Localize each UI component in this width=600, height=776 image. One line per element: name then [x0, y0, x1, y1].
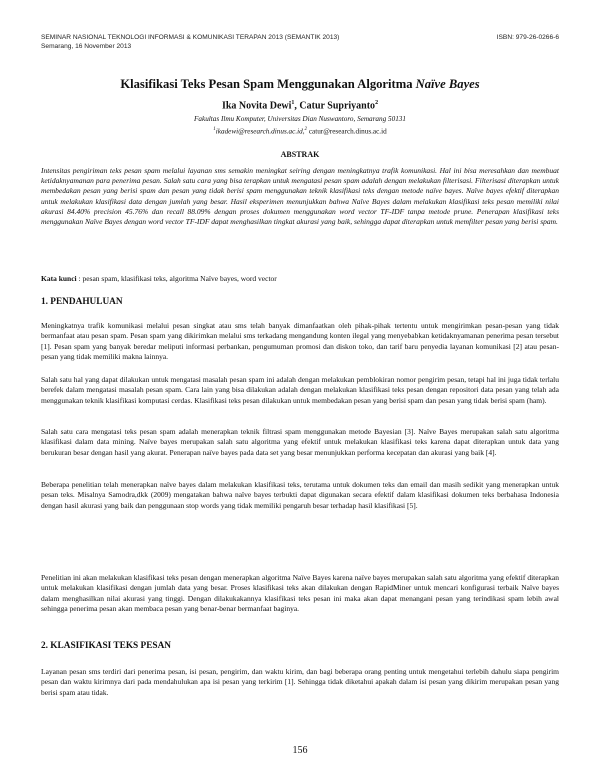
email-line	[0, 125, 600, 137]
section-1-paragraph-5: Penelitian ini akan melakukan klasifikasi teks pesan dengan menerapkan algoritma Naïve Bayes karena naïve bayes merupakan salah satu algoritma yang efektif diterapkan untuk melakukan klasifikasi dengan jumlah data yang besar. Proses klasifikasi teks akan dilakukan dengan RapidMiner untuk mencari konfigurasi terbaik Naïve bayes dalam menghasilkan nilai akurasi yang tinggi. Dengan dilakukakannya klasifikasi teks pesan ini maka akan dapat menangani pesan yang terindikasi spam lebih awal sehingga penerima pesan akan membaca pesan yang benar-benar bermanfaat baginya.	[41, 573, 559, 614]
paper-title	[0, 77, 600, 92]
email-2: catur@research.dinus.ac.id	[307, 126, 387, 135]
section-2-paragraph-1: Layanan pesan sms terdiri dari penerima pesan, isi pesan, pengirim, dan waktu kirim, dan bagi beberapa orang penting untuk mengetahui terlebih dahulu siapa pengirim pesan dan waktu kirimnya dari pada mendahulukan apa isi pesan yang terkirim [1]. Sehingga tidak diketahui apakah dalam isi pesan yang dikirim merupakan pesan yang berisi spam atau tidak.	[41, 667, 559, 697]
affiliation: Fakultas Ilmu Komputer, Universitas Dian Nuswantoro, Semarang 50131	[194, 115, 406, 123]
running-header-place-date: Semarang, 16 November 2013	[41, 43, 132, 50]
keywords	[41, 274, 559, 284]
section-1-paragraph-3: Salah satu cara mengatasi teks pesan spam adalah menerapkan teknik filtrasi spam menggunakan metode Bayesian [3]. Naïve Bayes merupakan salah satu algoritma klasifikasi dalam data mining. Naïve bayes merupakan salah satu algoritma yang efektif untuk melakukan klasifikasi teks karena dapat diterapkan untuk data yang berukuran besar dengan hasil yang akurat. Penerapan naïve bayes pada data set yang besar menunjukkan performa kecepatan dan akurasi yang baik [4].	[41, 427, 559, 457]
section-1-paragraph-1: Meningkatnya trafik komunikasi melalui pesan singkat atau sms telah banyak dimanfaatkan oleh pihak-pihak tertentu untuk mengirimkan pesan-pesan yang tidak bermanfaat atau pesan spam. Pesan spam yang dikirimkan melalui sms terkadang mengandung konten ilegal yang menyebabkan ketidaknyamanan penerima pesan tersebut [1]. Pesan spam yang banyak beredar meliputi informasi perbankan, pengumuman promosi dan diskon toko, dan tarif baru penyedia layanan komunikasi [2] atau pesan-pesan yang tidak memiliki makna lainnya.	[41, 321, 559, 362]
running-header-isbn: ISBN: 979-26-0266-6	[496, 34, 559, 41]
running-header-conference: SEMINAR NASIONAL TEKNOLOGI INFORMASI & KOMUNIKASI TERAPAN 2013 (SEMANTIK 2013)	[41, 34, 340, 41]
section-1-paragraph-4: Beberapa penelitian telah menerapkan naïve bayes dalam melakukan klasifikasi teks, terutama untuk dokumen teks dan email dan masih sedikit yang menerapkan untuk pesan teks. Misalnya Samodra,dkk (2009) mengatakan bahwa naïve bayes terbukti dapat digunakan secara efektif dalam klasifikasi dokumen teks berbahasa Indonesia dengan hasil akurasi yang baik dan penggunaan stop words yang tidak memiliki pengaruh besar terhadap hasil klasifikasi [5].	[41, 480, 559, 510]
abstract-heading: ABSTRAK	[280, 150, 320, 159]
section-heading-1: 1. PENDAHULUAN	[41, 297, 123, 307]
email-1-sup: 1	[213, 126, 216, 132]
keywords-label: Kata kunci	[41, 274, 77, 283]
author-2: Catur Supriyanto	[299, 100, 376, 112]
author-line	[0, 100, 600, 111]
affiliation-block	[0, 115, 600, 136]
email-2-sup: 2	[304, 126, 308, 132]
author-1-sup: 1	[291, 100, 295, 106]
paper-title-italic: Naïve Bayes	[415, 77, 480, 91]
abstract-text: Intensitas pengiriman teks pesan spam melalui layanan sms semakin meningkat seiring dengan meningkatnya trafik komunikasi. Hal ini bisa meresahkan dan membuat ketidaknyamanan para penerima pesan. Salah satu cara yang bisa terapkan untuk mengatasi pesan spam adalah dengan melakukan filterisasi. Filterisasi diterapkan untuk membedakan pesan yang berisi spam dan pesan yang tidak berisi spam menggunakan teknik klasifikasi teks dengan metode naïve bayes. Naïve bayes efektif diterapkan untuk melakukan klasifikasi data dengan jumlah yang besar. Hasil eksperimen menunjukkan bahwa Naïve Bayes dalam melakukan klasifikasi teks pesan memiliki nilai akurasi 84.40% precision 45.76% dan recall 88.09% dengan proses dokumen menggunakan word vector TF-IDF tanpa metode prune. Penerapan klasifikasi teks menggunakan Naïve Bayes dengan word vector TF-IDF dapat menghasilkan tingkat akurasi yang baik, sehingga dapat diterapkan untuk memfilter pesan yang berisi spam.	[41, 166, 559, 227]
page-number: 156	[292, 745, 308, 756]
email-1: ikadewi@research.dinus.ac.id,	[215, 126, 305, 135]
section-1-paragraph-2: Salah satu hal yang dapat dilakukan untuk mengatasi masalah pesan spam ini adalah dengan melakukan pemblokiran nomor pengirim pesan, tetapi hal ini juga tidak terlalu berefek dalam mengatasi masalah pesan spam. Cara lain yang bisa dilakukan adalah dengan melakukan klasifikasi teks pesan dengan repositori data pesan yang telah ada menggunakan teknik klasifikasi komputasi cerdas. Klasifikasi teks pesan dilakukan untuk membedakan pesan yang berisi spam dan pesan yang tidak berisi spam (ham).	[41, 375, 559, 405]
author-1: Ika Novita Dewi	[221, 100, 292, 112]
author-2-sup: 2	[375, 100, 379, 106]
paper-title-main: Klasifikasi Teks Pesan Spam Menggunakan Algoritma	[120, 77, 416, 91]
keywords-text: : pesan spam, klasifikasi teks, algoritma Naïve bayes, word vector	[76, 274, 277, 283]
section-heading-2: 2. KLASIFIKASI TEKS PESAN	[41, 641, 172, 651]
author-separator: ,	[294, 100, 300, 112]
